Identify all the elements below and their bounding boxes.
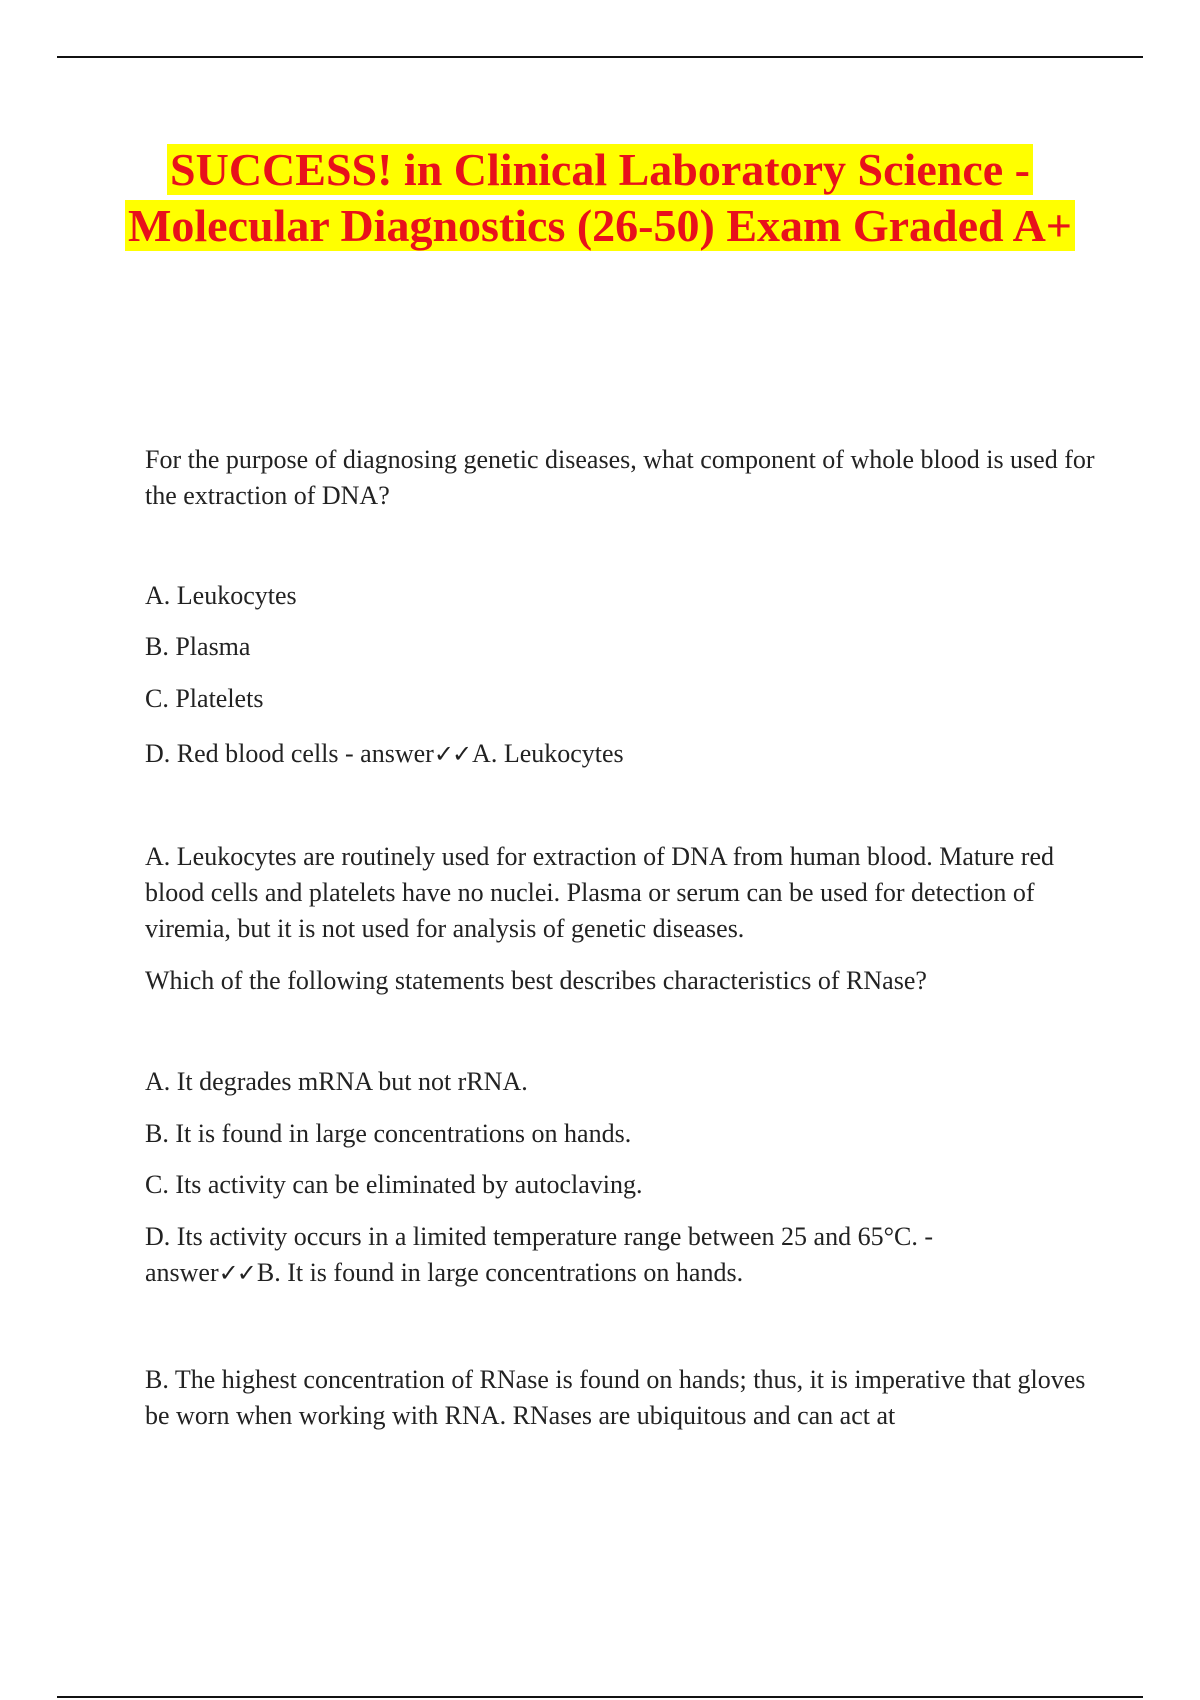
bottom-rule — [57, 1696, 1143, 1698]
question-2-prompt: Which of the following statements best describes characteristics of RNase? — [145, 966, 927, 995]
checkmark-icon: ✓✓ — [433, 740, 471, 768]
top-rule — [57, 56, 1143, 58]
checkmark-icon: ✓✓ — [218, 1259, 255, 1287]
title-highlight: SUCCESS! in Clinical Laboratory Science - Molecular Diagnostics (26-50) Exam Graded A+ — [125, 144, 1075, 251]
question-1-option-c: C. Platelets — [145, 684, 264, 713]
question-1-prompt: For the purpose of diagnosing genetic diseases, what component of whole blood is used for the extraction of DNA? — [145, 445, 1095, 510]
option-d-text: D. Red blood cells - answer — [145, 739, 434, 768]
answer-text: A. Leukocytes — [472, 739, 624, 768]
question-1-explanation: A. Leukocytes are routinely used for extraction of DNA from human blood. Mature red blood cells and platelets have no nuclei. Plasma or serum can be used for detection of viremia, but it is not used for analysis of genetic diseases. — [145, 842, 1055, 943]
question-2-option-c: C. Its activity can be eliminated by autoclaving. — [145, 1170, 643, 1199]
question-2-option-d — [145, 1219, 1045, 1291]
option-d-text: D. Its activity occurs in a limited temperature range between 25 and 65°C. - answer — [145, 1222, 933, 1287]
question-2-explanation: B. The highest concentration of RNase is found on hands; thus, it is imperative that gloves be worn when working with RNA. RNases are ubiquitous and can act at — [145, 1365, 1086, 1430]
question-1-option-b: B. Plasma — [145, 632, 251, 661]
answer-text: B. It is found in large concentrations on hands. — [256, 1258, 744, 1287]
question-2-option-a: A. It degrades mRNA but not rRNA. — [145, 1067, 528, 1096]
question-1-option-d — [145, 736, 1105, 772]
page-title — [100, 142, 1100, 254]
question-2-option-b: B. It is found in large concentrations on hands. — [145, 1119, 632, 1148]
question-1-option-a: A. Leukocytes — [145, 581, 297, 610]
